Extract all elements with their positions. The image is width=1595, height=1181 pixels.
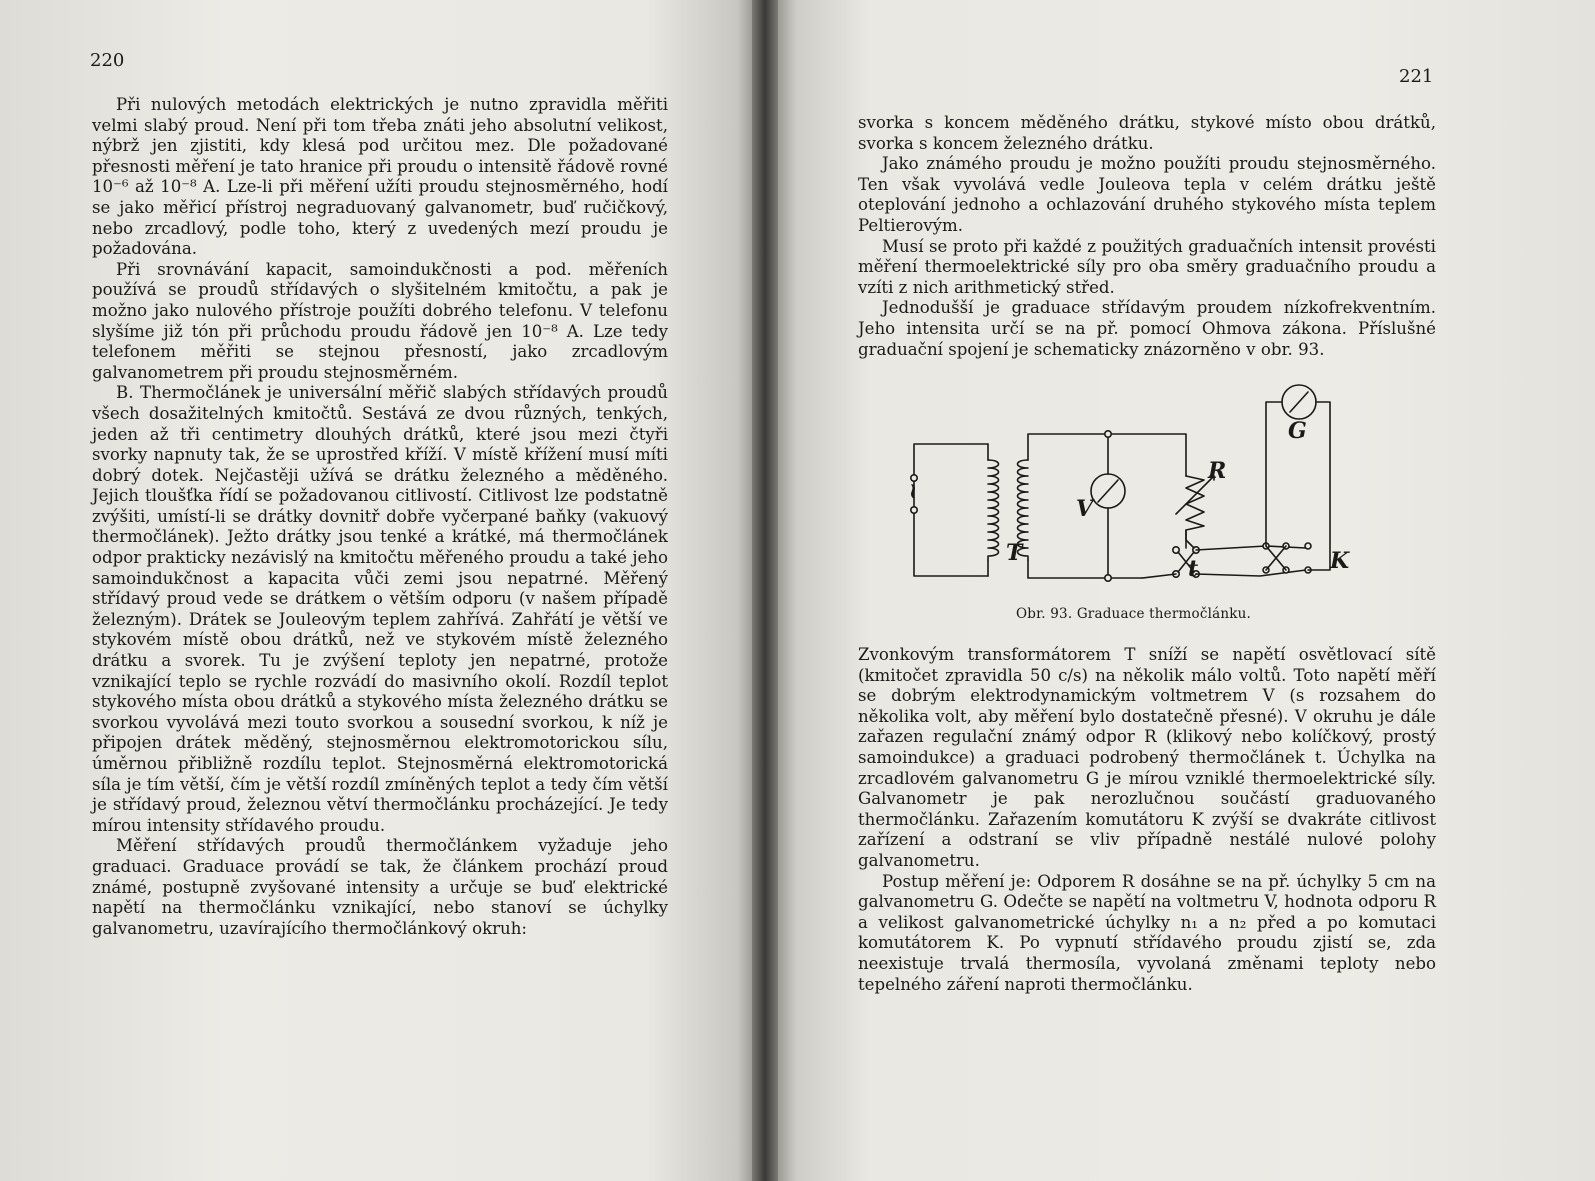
label-voltmeter: V — [1076, 496, 1094, 522]
book-gutter — [752, 0, 778, 1181]
paragraph: Při nulových metodách elektrických je nutno zpravidla měřiti velmi slabý proud. Není při tom třeba znáti jeho absolutní velikost, nýbrž jen zjistiti, kdy klesá pod určitou mez. Dle požadované přesnosti měření je tato hranice při proudu o intensitě řádově rovné 10⁻⁶ až 10⁻⁸ A. Lze-li při měření užíti proudu stejnosměrného, hodí se jako měřicí přístroj negraduovaný galvanometr, buď ručičkový, nebo zrcadlový, podle toho, který z uvedených mezí proudu je požadována. — [92, 95, 668, 259]
left-page-body — [92, 95, 668, 939]
paragraph: svorka s koncem měděného drátku, stykové místo obou drátků, svorka s koncem železného drátku. — [858, 113, 1436, 153]
paragraph: Při srovnávání kapacit, samoindukčnosti a pod. měřeních používá se proudů střídavých o slyšitelném kmitočtu, a pak je možno jako nulového přístroje použíti dobrého telefonu. V telefonu slyšíme již tón při průchodu proudu řádově jen 10⁻⁸ A. Lze tedy telefonem měřiti se stejnou přesností, jako zrcadlovým galvanometrem při proudu stejnosměrném. — [92, 259, 668, 382]
paragraph: Jako známého proudu je možno použíti proudu stejnosměrného. Ten však vyvolává vedle Jouleova tepla v celém drátku ještě oteplování jednoho a ochlazování druhého stykového místa teplem Peltierovým. — [858, 154, 1436, 235]
label-resistor: R — [1208, 458, 1227, 484]
figure-caption: Obr. 93. Graduace thermočlánku. — [1016, 606, 1252, 622]
label-commutator: K — [1330, 548, 1350, 574]
right-page-body-top — [858, 113, 1436, 360]
circuit-diagram — [900, 398, 1380, 598]
paragraph: B. Thermočlánek je universální měřič slabých střídavých proudů všech dosažitelných kmitočtů. Sestává ze dvou různých, tenkých, jeden až tři centimetry dlouhých drátků, které jsou mezi čtyři svorky napnuty tak, že se uprostřed kříží. V místě křížení musí míti dobrý dotek. Nejčastěji užívá se drátku železného a měděného. Jejich tloušťka řídí se požadovanou citlivostí. Citlivost lze podstatně zvýšiti, umístí-li se drátky dovnitř dobře vyčerpané baňky (vakuový thermočlánek). Ježto drátky jsou tenké a krátké, má thermočlánek odpor prakticky nezávislý na kmitočtu měřeného proudu a také jeho samoindukčnost a kapacita vůči zemi jsou nepatrné. Měřený střídavý proud vede se drátkem o větším odporu (v našem případě železným). Drátek se Jouleovým teplem zahřívá. Zahřátí je větší ve stykovém místě obou drátků, než ve stykovém místě železného drátku a svorek. Tu je zvýšení teploty jen nepatrné, protože vznikající teplo se rychle rozvádí do masivního okolí. Rozdíl teplot stykového místa obou drátků a stykového místa železného drátku se svorkou vyvolává mezi touto svorkou a sousední svorkou, k níž je připojen drátek měděný, stejnosměrnou elektromotorickou sílu, úměrnou přibližně rozdílu teplot. Stejnosměrná elektromotorická síla je tím větší, čím je větší rozdíl zmíněných teplot a tedy čím větší je střídavý proud, železnou větví thermočlánku procházející. Je tedy mírou intensity střídavého proudu. — [92, 383, 668, 835]
paragraph: Jednodušší je graduace střídavým proudem nízkofrekventním. Jeho intensita určí se na př. pomocí Ohmova zákona. Příslušné graduační spojení je schematicky znázorněno v obr. 93. — [858, 298, 1436, 359]
right-page-body-bottom — [858, 645, 1436, 995]
label-galvanometer: G — [1288, 418, 1307, 444]
label-thermocouple: t — [1188, 556, 1199, 582]
paragraph: Zvonkovým transformátorem T sníží se napětí osvětlovací sítě (kmitočet zpravidla 50 c/s) na několik málo voltů. Toto napětí měří se dobrým elektrodynamickým voltmetrem V (s rozsahem do několika volt, aby měření bylo dostatečně přesné). V okruhu je dále zařazen regulační známý odpor R (klikový nebo kolíčkový, prostý samoindukce) a graduaci podrobený thermočlánek t. Úchylka na zrcadlovém galvanometru G je mírou vzniklé thermoelektrické síly. Galvanometr je pak nerozlučnou součástí graduovaného thermočlánku. Zařazením komutátoru K zvýší se dvakráte citlivost zařízení a odstraní se vliv případně nestálé nulové polohy galvanometru. — [858, 645, 1436, 870]
paragraph: Měření střídavých proudů thermočlánkem vyžaduje jeho graduaci. Graduace provádí se tak, že článkem prochází proud známé, postupně zvyšované intensity a určuje se buď elektrické napětí na thermočlánku vznikající, nebo stanoví se úchylky galvanometru, uzavírajícího thermočlánkový okruh: — [92, 836, 668, 938]
page-number-right: 221 — [1399, 66, 1434, 87]
primary-loop — [914, 444, 988, 576]
commutator — [1266, 546, 1286, 570]
page-number-left: 220 — [90, 50, 125, 71]
paragraph: Musí se proto při každé z použitých graduačních intensit provésti měření thermoelektrické síly pro oba směry graduačního proudu a vzíti z nich arithmetický střed. — [858, 236, 1436, 297]
label-source: ~ — [900, 482, 926, 501]
resistor — [1186, 476, 1204, 548]
transformer-primary-coil — [988, 460, 999, 560]
paragraph: Postup měření je: Odporem R dosáhne se na př. úchylky 5 cm na galvanometru G. Odečte se napětí na voltmetru V, hodnota odporu R a velikost galvanometrické úchylky n₁ a n₂ před a po komutaci komutátorem K. Po vypnutí střídavého proudu zjistí se, zda neexistuje trvalá thermosíla, vyvolaná změnami teploty nebo tepelného záření naproti thermočlánku. — [858, 871, 1436, 994]
label-transformer: T — [1006, 540, 1023, 566]
